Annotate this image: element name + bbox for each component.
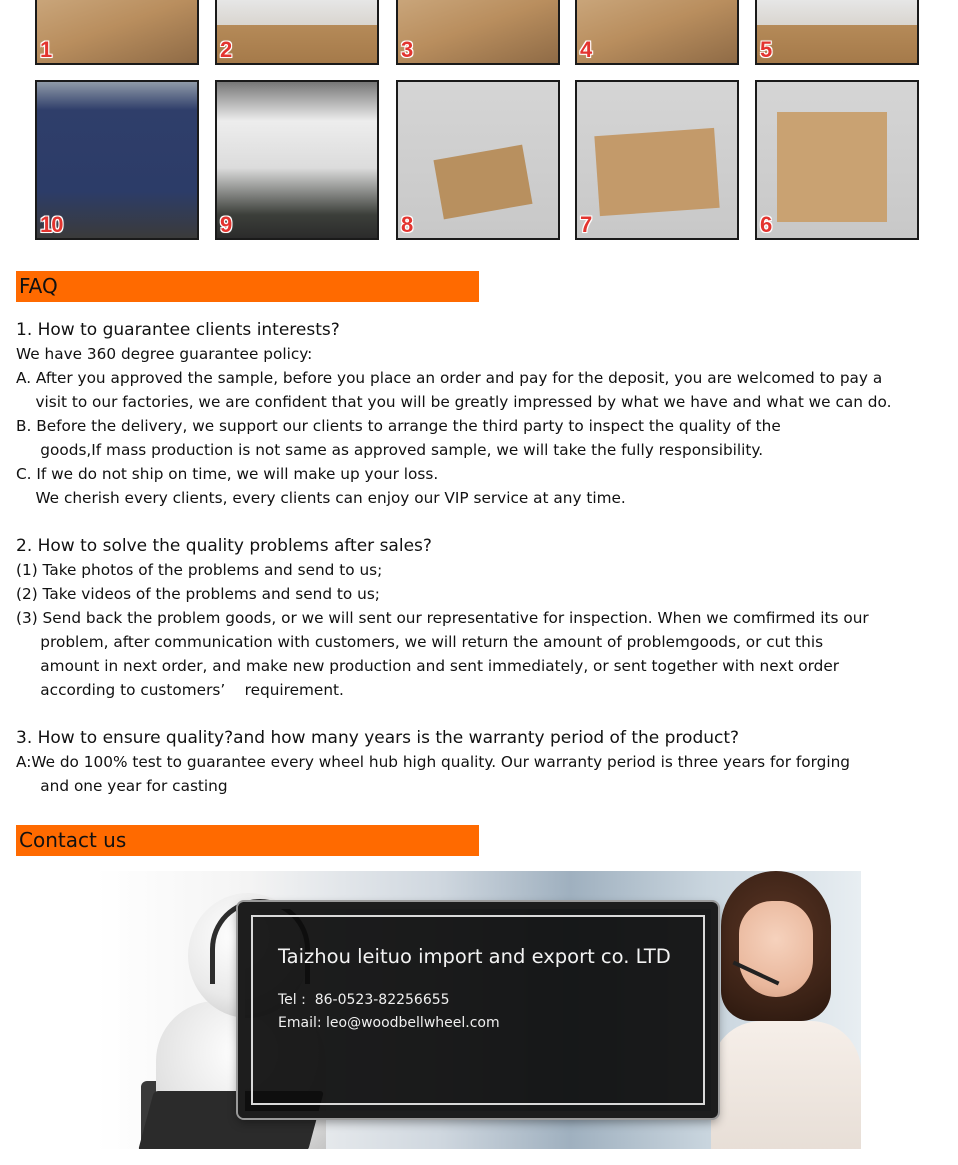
faq-answer-line: (1) Take photos of the problems and send to us;	[16, 561, 383, 579]
faq-answer-line: B. Before the delivery, we support our clients to arrange the third party to inspect the quality of the	[16, 417, 781, 435]
step-number: 4	[580, 37, 592, 62]
faq-answer-line: We have 360 degree guarantee policy:	[16, 345, 313, 363]
faq-spacer	[16, 510, 916, 534]
company-name: Taizhou leituo import and export co. LTD	[278, 945, 671, 968]
faq-answer-line: problem, after communication with customers, we will return the amount of problemgoods, or cut this	[16, 633, 824, 651]
packing-photo	[575, 80, 739, 240]
faq-answer-line: A:We do 100% test to guarantee every wheel hub high quality. Our warranty period is three years for forging	[16, 753, 850, 771]
faq-answer-line: C. If we do not ship on time, we will make up your loss.	[16, 465, 439, 483]
packing-photo	[35, 0, 199, 65]
faq-heading: FAQ	[16, 271, 479, 302]
packing-photo	[755, 0, 919, 65]
step-number: 5	[760, 37, 772, 62]
faq-answer-line: amount in next order, and make new production and sent immediately, or sent together with next order	[16, 657, 840, 675]
faq-answer-line: We cherish every clients, every clients can enjoy our VIP service at any time.	[16, 489, 626, 507]
phone-number: Tel : 86-0523-82256655	[278, 992, 450, 1008]
step-number: 1	[40, 37, 52, 62]
faq-answer-line: goods,If mass production is not same as approved sample, we will take the fully responsibility.	[16, 441, 764, 459]
step-number: 6	[760, 212, 772, 237]
packing-photo	[215, 0, 379, 65]
packing-photo	[396, 0, 560, 65]
faq-question: 1. How to guarantee clients interests?	[16, 320, 340, 340]
packing-photo	[396, 80, 560, 240]
packing-process-gallery	[35, 0, 925, 240]
step-number: 10	[40, 212, 63, 237]
email-address: Email: leo@woodbellwheel.com	[278, 1015, 500, 1031]
packing-photo	[215, 80, 379, 240]
step-number: 9	[220, 212, 232, 237]
packing-photo	[35, 80, 199, 240]
contact-banner-image	[96, 871, 861, 1149]
faq-answer-line: and one year for casting	[16, 777, 228, 795]
faq-answer-line: (3) Send back the problem goods, or we will sent our representative for inspection. When we comfirmed its our	[16, 609, 869, 627]
faq-answer-line: A. After you approved the sample, before you place an order and pay for the deposit, you are welcomed to pay a	[16, 369, 883, 387]
packing-photo	[755, 80, 919, 240]
faq-question: 3. How to ensure quality?and how many years is the warranty period of the product?	[16, 728, 740, 748]
step-number: 7	[580, 212, 592, 237]
packing-photo	[575, 0, 739, 65]
faq-section	[16, 318, 916, 798]
faq-spacer	[16, 702, 916, 726]
contact-card	[238, 902, 718, 1118]
support-agent-photo	[711, 871, 861, 1149]
faq-answer-line: according to customers’ requirement.	[16, 681, 344, 699]
step-number: 2	[220, 37, 232, 62]
contact-heading: Contact us	[16, 825, 479, 856]
faq-answer-line: (2) Take videos of the problems and send to us;	[16, 585, 380, 603]
step-number: 3	[401, 37, 413, 62]
faq-question: 2. How to solve the quality problems after sales?	[16, 536, 432, 556]
faq-answer-line: visit to our factories, we are confident that you will be greatly impressed by what we have and what we can do.	[16, 393, 892, 411]
step-number: 8	[401, 212, 413, 237]
